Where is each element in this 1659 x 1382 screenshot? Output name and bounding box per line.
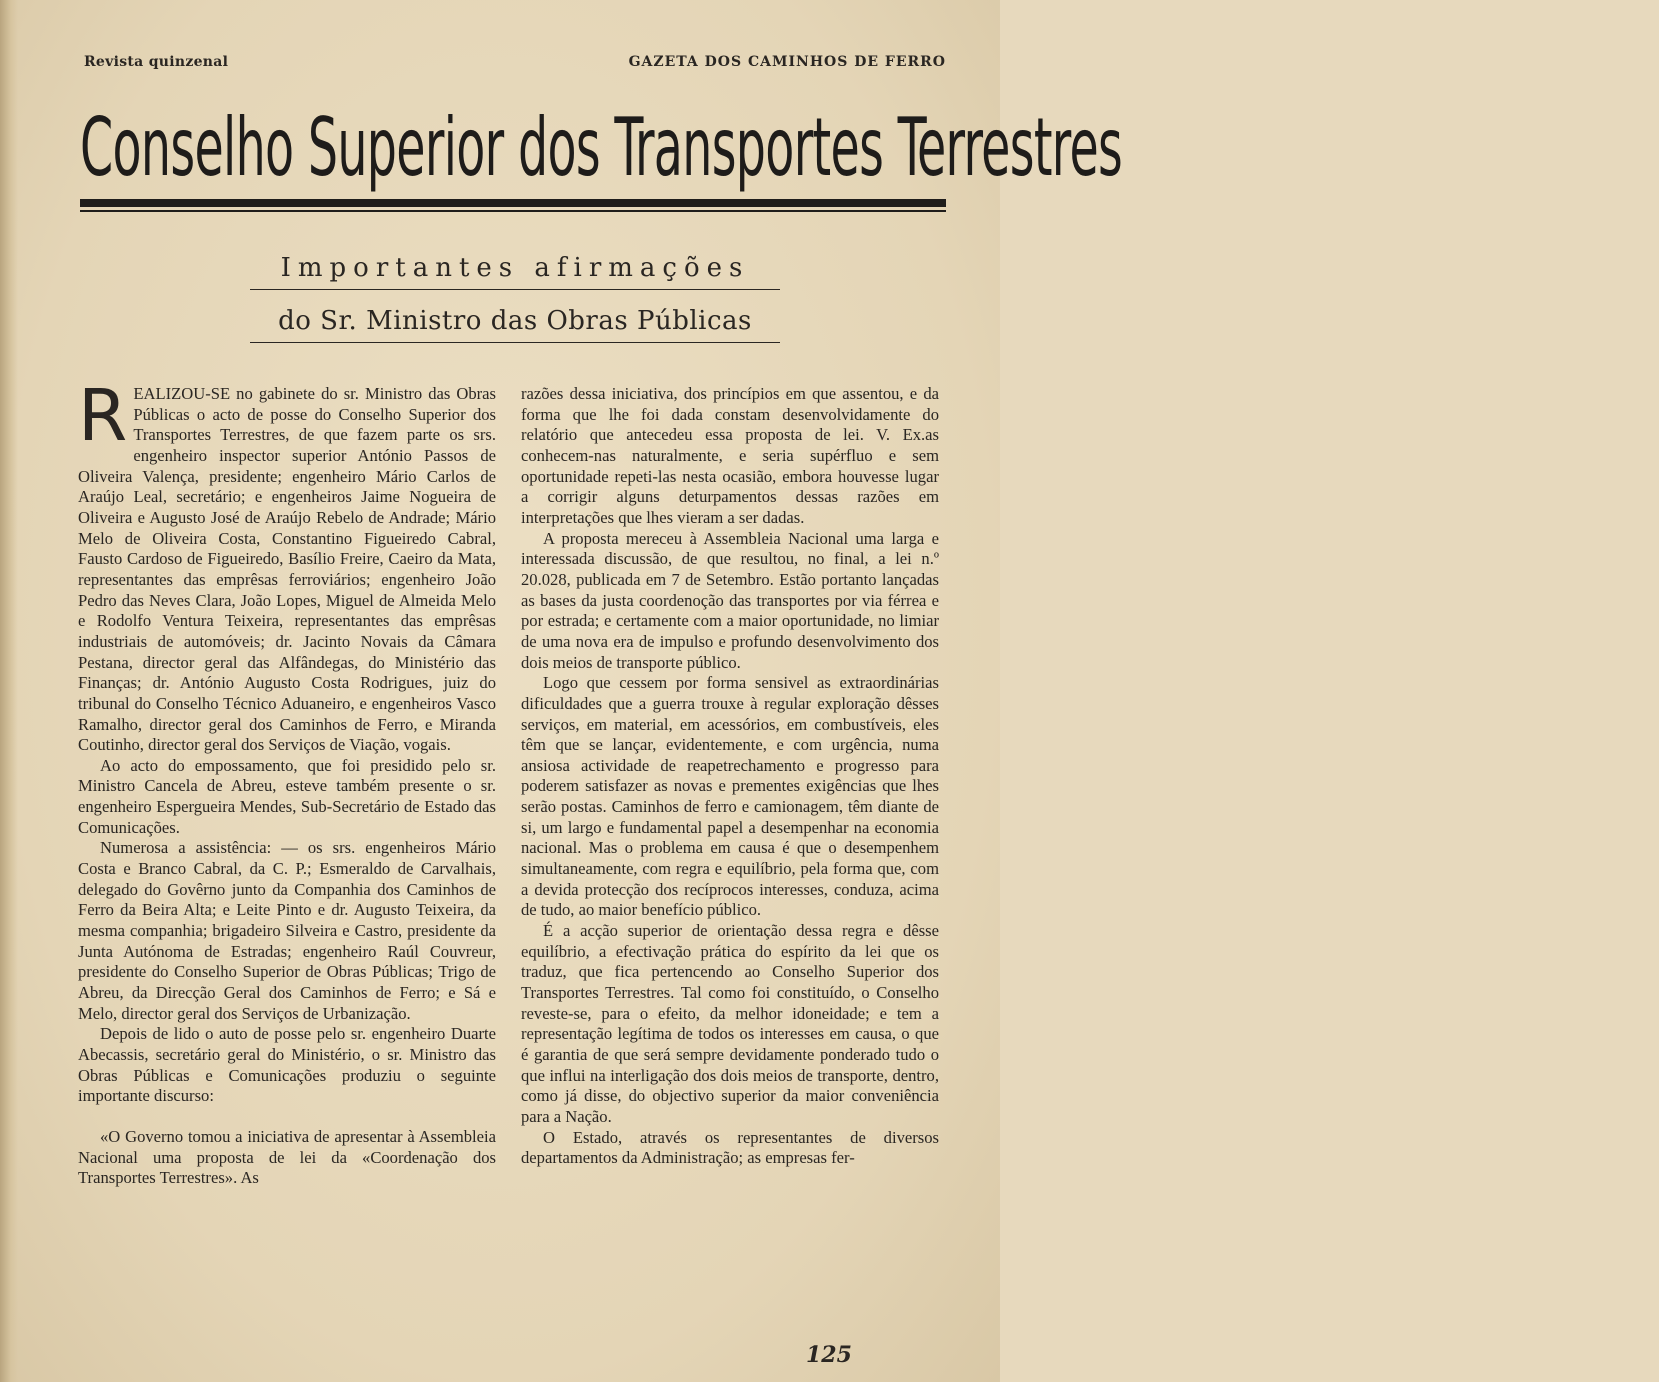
right-paragraph-4: É a acção superior de orientação dessa regra e dêsse equilíbrio, a efectivação prática do espírito da lei que os traduz, que fica pertencendo ao Conselho Superior dos Transportes Terrestres. Tal como foi constituído, o Conselho reveste-se, para o efeito, da melhor idoneidade; e tem a representação legítima de todos os interesses em causa, o que é garantia de que será sempre devidamente ponderado tudo o que influi na interligação dos dois meios de transporte, dentro, como já disse, do objectivo superior da maior conveniência para a Nação. bbox=[521, 921, 939, 1126]
article-title-text: Conselho Superior dos Transportes Terrestres bbox=[80, 101, 1123, 194]
page-number: 125 bbox=[806, 1342, 852, 1368]
header-left: Revista quinzenal bbox=[84, 54, 229, 70]
left-paragraph-5: «O Governo tomou a iniciativa de apresentar à Assembleia Nacional uma proposta de lei da «Coordenação dos Transportes Terrestres». As bbox=[78, 1126, 496, 1188]
running-header bbox=[84, 54, 946, 76]
right-column bbox=[521, 384, 939, 1169]
page-spine-shadow bbox=[0, 0, 18, 1382]
left-paragraph-4: Depois de lido o auto de posse pelo sr. engenheiro Duarte Abecassis, secretário geral do Ministério, o sr. Ministro das Obras Públicas e Comunicações produziu o seguinte importante discurso: bbox=[78, 1024, 496, 1106]
left-paragraph-1-text: EALIZOU-SE no gabinete do sr. Ministro das Obras Públicas o acto de posse do Conselho Superior dos Transportes Terrestres, de que fazem parte os srs. engenheiro inspector superior António Passos de Oliveira Valença, presidente; engenheiro Mário Carlos de Araújo Leal, secretário; e engenheiros Jaime Nogueira de Oliveira e Augusto José de Araújo Rebelo de Andrade; Mário Melo de Oliveira Costa, Constantino Figueiredo Cabral, Fausto Cardoso de Figueiredo, Basílio Freire, Caeiro da Mata, representantes das emprêsas ferroviários; engenheiro João Pedro das Neves Clara, João Lopes, Miguel de Almeida Melo e Rodolfo Ventura Teixeira, representantes das emprêsas industriais de automóveis; dr. Jacinto Novais da Câmara Pestana, director geral das Alfândegas, do Ministério das Finanças; dr. António Augusto Costa Rodrigues, juiz do tribunal do Conselho Técnico Aduaneiro, e engenheiros Vasco Ramalho, director geral dos Caminhos de Ferro, e Miranda Coutinho, director geral dos Serviços de Viação, vogais. bbox=[78, 384, 496, 755]
right-paragraph-1: razões dessa iniciativa, dos princípios em que assentou, e da forma que lhe foi dada constam desenvolvidamente do relatório que antecedeu essa proposta de lei. V. Ex.as conhecem-nas naturalmente, e seria supérfluo e sem oportunidade repeti-las nesta ocasião, embora houvesse lugar a corrigir alguns deturpamentos dessas razões em interpretações que lhes vieram a ser dadas. bbox=[521, 384, 939, 527]
left-paragraph-3: Numerosa a assistência: — os srs. engenheiros Mário Costa e Branco Cabral, da C. P.; Esmeraldo de Carvalhais, delegado do Govêrno junto da Companhia dos Caminhos de Ferro da Beira Alta; e Leite Pinto e dr. Augusto Teixeira, da mesma companhia; brigadeiro Silveira e Castro, presidente da Junta Autónoma de Estradas; engenheiro Raúl Couvreur, presidente do Conselho Superior de Obras Públicas; Trigo de Abreu, da Direcção Geral dos Caminhos de Ferro; e Sá e Melo, director geral dos Serviços de Urbanização. bbox=[78, 838, 496, 1023]
right-paragraph-2: A proposta mereceu à Assembleia Nacional uma larga e interessada discussão, de que resultou, no final, a lei n.º 20.028, publicada em 7 de Setembro. Estão portanto lançadas as bases da justa coordenoção das transportes por via férrea e por estrada; e certamente com a maior oportunidade, no limiar de uma nova era de impulso e profundo desenvolvimento dos dois meios de transporte público. bbox=[521, 528, 939, 672]
title-rule-thick bbox=[80, 199, 946, 207]
subtitle-line-1: Importantes afirmações bbox=[250, 253, 780, 290]
drop-cap: R bbox=[78, 374, 128, 457]
right-paragraph-3: Logo que cessem por forma sensivel as extraordinárias dificuldades que a guerra trouxe à regular exploração dêsses serviços, em material, em acessórios, em combustíveis, eles têm que se lançar, evidentemente, e com urgência, numa ansiosa actividade de reapetrechamento e progresso para poderem satisfazer as novas e prementes exigências que lhes serão postas. Caminhos de ferro e camionagem, têm diante de si, um largo e fundamental papel a desempenhar na economia nacional. Mas o problema em causa é que o desempenhem simultaneamente, com regra e equilíbrio, pela forma que, com a devida protecção dos recíprocos interesses, conduza, acima de tudo, ao maior benefício público. bbox=[521, 673, 939, 920]
left-paragraph-2: Ao acto do empossamento, que foi presidido pelo sr. Ministro Cancela de Abreu, esteve também presente o sr. engenheiro Espergueira Mendes, Sub-Secretário de Estado das Comunicações. bbox=[78, 755, 496, 837]
left-column bbox=[78, 374, 496, 1189]
title-rule-thin bbox=[80, 210, 946, 212]
right-paragraph-5: O Estado, através os representantes de diversos departamentos da Administração; as empresas fer- bbox=[521, 1127, 939, 1168]
subtitle-line-2: do Sr. Ministro das Obras Públicas bbox=[250, 306, 780, 343]
article-title bbox=[80, 100, 1123, 196]
left-paragraph-1 bbox=[78, 374, 496, 756]
header-right: GAZETA DOS CAMINHOS DE FERRO bbox=[628, 54, 946, 70]
